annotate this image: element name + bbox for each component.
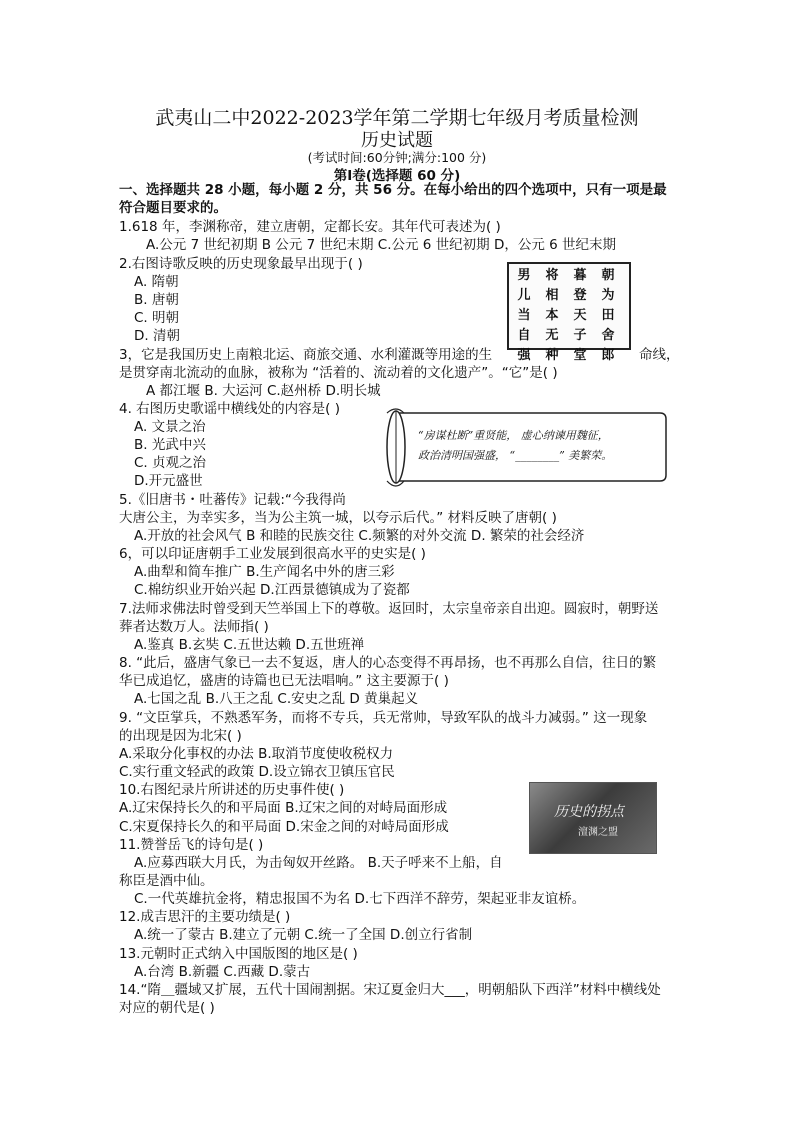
q13-options: A.台湾 B.新疆 C.西藏 D.蒙古 (134, 964, 311, 980)
instructions-line2: 符合题目要求的。 (119, 200, 227, 216)
q5-line1: 5.《旧唐书・吐蕃传》记载:“今我得尚 (119, 492, 346, 508)
q2-option-c: C. 明朝 (134, 310, 180, 326)
q4-stem: 4. 右图历史歌谣中横线处的内容是( ) (119, 401, 340, 417)
poem-col-2: 暮 登 天 子 堂 (573, 268, 587, 363)
q14-line1: 14.“隋＿疆域又扩展，五代十国闹割据。宋辽夏金归大___，明朝船队下西洋”材料中横线处 (119, 982, 661, 998)
q1-options: A.公元 7 世纪初期 B 公元 7 世纪末期 C.公元 6 世纪初期 D，公元 6 世纪末期 (146, 237, 617, 253)
q7-line2: 葬者达数万人。法师指( ) (119, 619, 269, 635)
q5-line2: 大唐公主，为幸实多，当为公主筑一城，以夸示后代。” 材料反映了唐朝( ) (119, 510, 557, 526)
q3-options: A 都江堰 B. 大运河 C.赵州桥 D.明长城 (146, 383, 381, 399)
q10-options-ab: A.辽宋保持长久的和平局面 B.辽宋之间的对峙局面形成 (119, 800, 448, 816)
poem-col-3: 将 相 本 无 种 (545, 268, 559, 363)
q8-options: A.七国之乱 B.八王之乱 C.安史之乱 D 黄巢起义 (134, 691, 419, 707)
section-title: 第Ⅰ卷(选择题 60 分) (333, 168, 461, 184)
q12-stem: 12.成吉思汗的主要功绩是( ) (119, 909, 291, 925)
film-subtitle: 澶渊之盟 (578, 827, 618, 838)
q11-options-ab-line2: 称臣是酒中仙。 (119, 873, 214, 889)
exam-info: (考试时间:60分钟;满分:100 分) (307, 150, 487, 165)
exam-subtitle: 历史试题 (361, 130, 433, 151)
q14-line2: 对应的朝代是( ) (119, 1000, 215, 1016)
q11-options-ab-line1: A.应募西联大月氏，为击匈奴开丝路。 B.天子呼来不上船，自 (134, 855, 503, 871)
q10-stem: 10.右图纪录片所讲述的历史事件使( ) (119, 782, 345, 798)
q3-line1b: 命线， (639, 347, 680, 363)
q4-option-d: D.开元盛世 (134, 473, 203, 489)
q7-line1: 7.法师求佛法时曾受到天竺举国上下的尊敬。返回时，太宗皇帝亲自出迎。圆寂时，朝野送 (119, 601, 659, 617)
q9-line2: 的出现是因为北宋( ) (119, 728, 242, 744)
q2-option-a: A. 隋朝 (134, 274, 179, 290)
q4-option-c: C. 贞观之治 (134, 455, 207, 471)
q4-option-a: A. 文景之治 (134, 419, 206, 435)
q6-options-cd: C.棉纺织业开始兴起 D.江西景德镇成为了瓷都 (134, 582, 410, 598)
song-scroll-image (382, 405, 668, 491)
q8-line2: 华已成追忆，盛唐的诗篇也已无法唱响。” 这主要源于( ) (119, 673, 449, 689)
q7-options: A.鉴真 B.玄奘 C.五世达赖 D.五世班禅 (134, 637, 365, 653)
documentary-poster-image (529, 782, 657, 854)
q8-line1: 8. “此后，盛唐气象已一去不复返，唐人的心态变得不再昂扬，也不再那么自信，往日的繁 (119, 655, 657, 671)
q6-stem: 6，可以印证唐朝手工业发展到很高水平的史实是( ) (119, 546, 426, 562)
q1-stem: 1.618 年，李渊称帝，建立唐朝，定都长安。其年代可表述为( ) (119, 219, 501, 235)
q6-options-ab: A.曲犁和简车推广 B.生产闻名中外的唐三彩 (134, 564, 395, 580)
q11-options-cd: C.一代英雄抗金将，精忠报国不为名 D.七下西洋不辞劳，架起亚非友谊桥。 (134, 891, 586, 907)
q12-options: A.统一了蒙古 B.建立了元朝 C.统一了全国 D.创立行省制 (134, 927, 473, 943)
q4-option-b: B. 光武中兴 (134, 437, 206, 453)
exam-title: 武夷山二中2022-2023学年第二学期七年级月考质量检测 (155, 107, 639, 129)
q2-option-d: D. 清朝 (134, 328, 180, 344)
q9-options-ab: A.采取分化事权的办法 B.取消节度使收税权力 (119, 746, 394, 762)
q2-option-b: B. 唐朝 (134, 292, 179, 308)
song-line-1: “房谋杜断”重贤能， 虚心纳谏用魏征， (418, 429, 609, 442)
q3-line2: 是贯穿南北流动的血脉，被称为 “活着的、流动着的文化遗产”。“它”是( ) (119, 365, 558, 381)
song-line-2: 政治清明国强盛， “________” 美繁荣。 (418, 449, 613, 462)
q2-stem: 2.右图诗歌反映的历史现象最早出现于( ) (119, 256, 363, 272)
q10-options-cd: C.宋夏保持长久的和平局面 D.宋金之间的对峙局面形成 (119, 819, 449, 835)
q9-line1: 9. “文臣掌兵，不熟悉军务，而将不专兵，兵无常帅，导致军队的战斗力减弱。” 这一现象 (119, 710, 648, 726)
q5-options: A.开放的社会风气 B 和睦的民族交往 C.频繁的对外交流 D. 繁荣的社会经济 (134, 528, 585, 544)
q9-options-cd: C.实行重文轻武的政策 D.设立锦衣卫镇压官民 (119, 764, 395, 780)
q3-line1a: 3，它是我国历史上南粮北运、商旅交通、水利灌溉等用途的生 (119, 347, 493, 363)
instructions-line1: 一、选择题共 28 小题，每小题 2 分，共 56 分。在每小给出的四个选项中，只有一项是最 (119, 182, 667, 198)
poem-image (507, 262, 631, 363)
poem-col-1: 朝 为 田 舍 郎 (601, 268, 615, 363)
q11-stem: 11.赞誉岳飞的诗句是( ) (119, 837, 264, 853)
poem-col-4: 男 儿 当 自 强 (517, 268, 531, 363)
q13-stem: 13.元朝时正式纳入中国版图的地区是( ) (119, 946, 358, 962)
film-title: 历史的拐点 (554, 804, 624, 820)
